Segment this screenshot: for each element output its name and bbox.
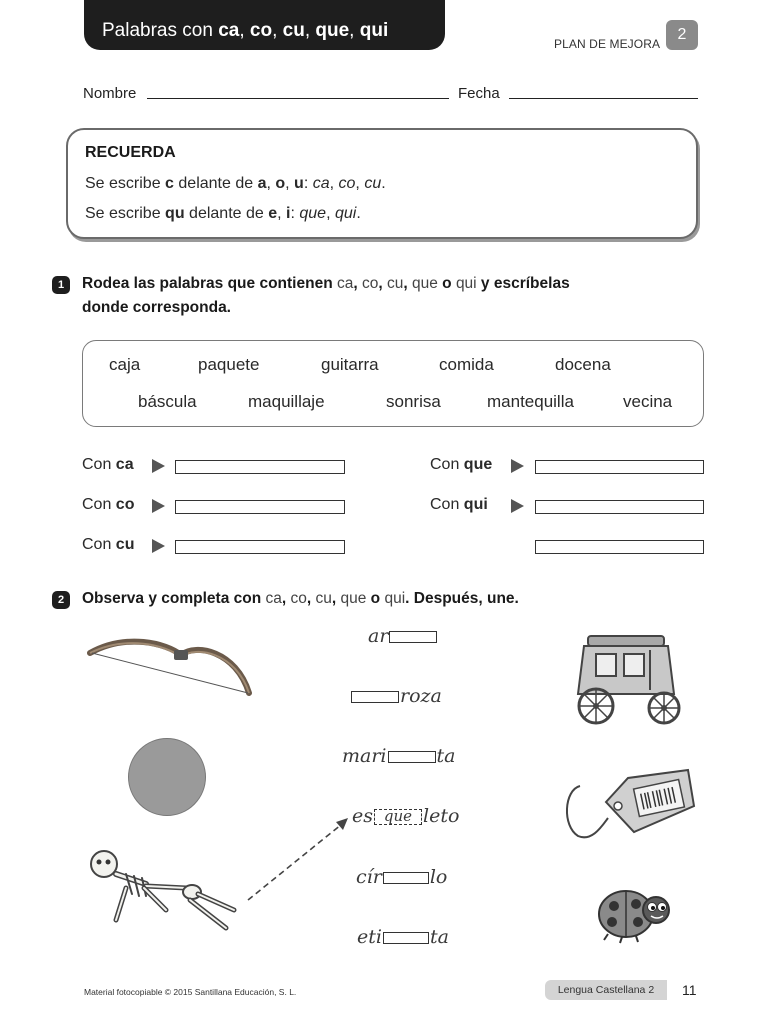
word-vecina[interactable]: vecina (623, 392, 673, 411)
recuerda-rule-c: Se escribe c delante de a, o, u: ca, co, cu. (85, 175, 386, 192)
answer-box-co[interactable] (175, 500, 345, 514)
arrow-right-icon (511, 459, 524, 473)
skeleton-image[interactable] (86, 848, 246, 940)
exercise-2-number: 2 (52, 591, 70, 609)
word-docena[interactable]: docena (555, 355, 611, 374)
word-bank (82, 340, 704, 427)
fecha-label: Fecha (458, 85, 500, 102)
fecha-field[interactable] (509, 98, 698, 99)
circle-image[interactable] (128, 738, 206, 816)
word-comida[interactable]: comida (439, 355, 494, 374)
fill-box[interactable] (383, 932, 429, 944)
arrow-right-icon (152, 539, 165, 553)
plan-label: PLAN DE MEJORA (554, 37, 661, 51)
dashed-arrow-icon (244, 814, 354, 904)
con-cu-label: Con cu (82, 536, 135, 553)
cursive-word-arco: ar (368, 625, 438, 647)
answer-box-que[interactable] (535, 460, 704, 474)
exercise-1-instruction: Rodea las palabras que contienen ca, co, cu, que o qui y escríbelas donde corresponda. (82, 275, 570, 316)
exercise-2-instruction: Observa y completa con ca, co, cu, que o qui. Después, une. (82, 590, 519, 607)
word-mantequilla[interactable]: mantequilla (487, 392, 574, 411)
ladybug-image[interactable] (594, 880, 676, 944)
word-bascula[interactable]: báscula (138, 392, 197, 411)
fill-box[interactable] (389, 631, 437, 643)
cursive-word-carroza: roza (350, 685, 442, 707)
arrow-right-icon (152, 499, 165, 513)
price-tag-image[interactable] (562, 766, 696, 842)
plan-number-badge: 2 (666, 20, 698, 50)
fill-box[interactable] (388, 751, 436, 763)
carriage-image[interactable] (566, 628, 694, 728)
footer-copyright: Material fotocopiable © 2015 Santillana Educación, S. L. (84, 987, 297, 997)
fill-box[interactable] (383, 872, 429, 884)
arrow-right-icon (511, 499, 524, 513)
cursive-word-esqueleto: es que leto (352, 805, 460, 827)
cursive-word-mariquita: mari ta (342, 745, 456, 767)
cursive-word-etiqueta: eti ta (357, 926, 449, 948)
page-title: Palabras con ca, co, cu, que, qui (84, 0, 445, 50)
fill-box-example: que (374, 809, 422, 825)
arrow-right-icon (152, 459, 165, 473)
nombre-field[interactable] (147, 98, 449, 99)
answer-box-cu[interactable] (175, 540, 345, 554)
answer-box-qui-extra[interactable] (535, 540, 704, 554)
word-caja[interactable]: caja (109, 355, 141, 374)
con-co-label: Con co (82, 496, 135, 513)
con-qui-label: Con qui (430, 496, 488, 513)
word-sonrisa[interactable]: sonrisa (386, 392, 441, 411)
word-paquete[interactable]: paquete (198, 355, 260, 374)
page-number: 11 (682, 982, 697, 998)
exercise-1-number: 1 (52, 276, 70, 294)
word-guitarra[interactable]: guitarra (321, 355, 379, 374)
footer-book-title: Lengua Castellana 2 (545, 980, 667, 1000)
fill-box[interactable] (351, 691, 399, 703)
answer-box-ca[interactable] (175, 460, 345, 474)
cursive-word-circulo: cír lo (356, 866, 448, 888)
answer-box-qui[interactable] (535, 500, 704, 514)
word-maquillaje[interactable]: maquillaje (248, 392, 325, 411)
recuerda-rule-qu: Se escribe qu delante de e, i: que, qui. (85, 205, 361, 222)
nombre-label: Nombre (83, 85, 137, 102)
con-ca-label: Con ca (82, 456, 134, 473)
recuerda-title: RECUERDA (85, 144, 176, 161)
con-que-label: Con que (430, 456, 493, 473)
bow-image[interactable] (86, 633, 256, 701)
